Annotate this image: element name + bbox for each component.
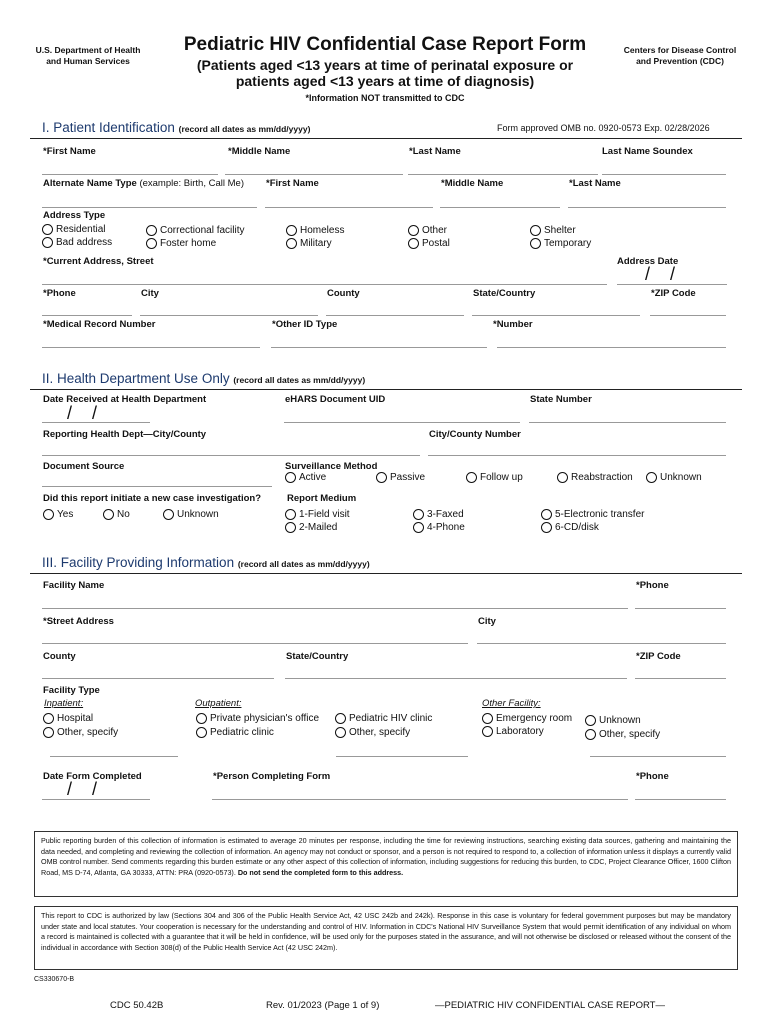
facility-laboratory-option[interactable]: Laboratory	[482, 726, 544, 737]
person-completing-label: *Person Completing Form	[213, 771, 331, 782]
radio-icon	[196, 727, 207, 738]
radio-icon	[413, 522, 424, 533]
facility-state-label: State/Country	[286, 651, 349, 662]
facility-city-label: City	[478, 616, 496, 627]
other-id-type-label: *Other ID Type	[272, 319, 338, 330]
other-facility-label: Other Facility:	[482, 698, 541, 709]
cdc-agency-label: Centers for Disease Control and Prevention (CDC)	[623, 45, 737, 66]
current-address-field[interactable]	[42, 284, 607, 285]
city-label: City	[141, 288, 159, 299]
radio-icon	[482, 726, 493, 737]
mrn-label: *Medical Record Number	[43, 319, 156, 330]
date-received-line	[42, 422, 150, 423]
address-homeless-option[interactable]: Homeless	[286, 225, 344, 236]
facility-phone-label: *Phone	[636, 580, 669, 591]
date-completed-field[interactable]: / /	[67, 779, 98, 799]
facility-private-physician-option[interactable]: Private physician's office	[196, 713, 319, 724]
radio-icon	[541, 509, 552, 520]
facility-city-field[interactable]	[477, 643, 726, 644]
address-date-field[interactable]: / /	[645, 264, 676, 284]
radio-icon	[163, 509, 174, 520]
date-completed-label: Date Form Completed	[43, 771, 142, 782]
section-3-title: III. Facility Providing Information (record all dates as mm/dd/yyyy)	[42, 555, 370, 570]
alt-last-name-label: *Last Name	[569, 178, 621, 189]
other-id-type-field[interactable]	[271, 347, 487, 348]
date-completed-line	[42, 799, 150, 800]
facility-zip-field[interactable]	[635, 678, 726, 679]
alt-name-type-label: Alternate Name Type (example: Birth, Call Me)	[43, 178, 244, 189]
facility-street-field[interactable]	[42, 643, 468, 644]
alt-first-name-label: *First Name	[266, 178, 319, 189]
report-name-footer: —PEDIATRIC HIV CONFIDENTIAL CASE REPORT—	[435, 1000, 665, 1011]
radio-icon	[286, 225, 297, 236]
number-field[interactable]	[497, 347, 726, 348]
facility-type-label: Facility Type	[43, 685, 100, 696]
section-1-title: I. Patient Identification (record all dates as mm/dd/yyyy)	[42, 120, 311, 135]
facility-inpatient-other-option[interactable]: Other, specify	[43, 727, 118, 738]
first-name-label: *First Name	[43, 146, 96, 157]
address-other-option[interactable]: Other	[408, 225, 447, 236]
phone-label: *Phone	[43, 288, 76, 299]
radio-icon	[103, 509, 114, 520]
report-medium-label: Report Medium	[287, 493, 357, 504]
county-label: County	[327, 288, 360, 299]
reporting-dept-field[interactable]	[42, 455, 420, 456]
medium-mailed-option[interactable]: 2-Mailed	[285, 522, 337, 533]
address-date-line	[617, 284, 727, 285]
state-number-field[interactable]	[529, 422, 726, 423]
address-temporary-option[interactable]: Temporary	[530, 238, 591, 249]
radio-icon	[541, 522, 552, 533]
date-received-label: Date Received at Health Department	[43, 394, 207, 405]
radio-icon	[482, 713, 493, 724]
medium-electronic-option[interactable]: 5-Electronic transfer	[541, 509, 644, 520]
revision: Rev. 01/2023 (Page 1 of 9)	[266, 1000, 380, 1011]
address-foster-option[interactable]: Foster home	[146, 238, 216, 249]
facility-pediatric-hiv-clinic-option[interactable]: Pediatric HIV clinic	[335, 713, 432, 724]
burden-statement: Public reporting burden of this collection of information is estimated to average 20 minutes per response, including the time for reviewing instructions, searching existing data sources, gathering and maintaining the data needed, and completing and reviewing the collection of information. An agency may not conduct or sponsor, and a person is not required to respond to, a collection of information unless it displays a currently valid OMB control number. Send comments regarding this burden estimate or any other aspect of this collection of information, including suggestions for reducing this burden, to CDC, Project Clearance Officer, 1600 Clifton Road, MS D-74, Atlanta, GA 30333, ATTN: PRA (0920-0573). Do not send the completed form to this address.	[34, 831, 738, 897]
not-transmitted-note: *Information NOT transmitted to CDC	[305, 93, 465, 103]
first-name-field[interactable]	[42, 174, 218, 175]
new-case-question: Did this report initiate a new case investigation?	[43, 493, 262, 504]
state-country-label: State/Country	[473, 288, 536, 299]
ehars-label: eHARS Document UID	[285, 394, 386, 405]
facility-other-specify-option[interactable]: Other, specify	[585, 729, 660, 740]
outpatient-label: Outpatient:	[195, 698, 242, 709]
zip-label: *ZIP Code	[651, 288, 696, 299]
facility-pediatric-clinic-option[interactable]: Pediatric clinic	[196, 727, 274, 738]
facility-outpatient-other-option[interactable]: Other, specify	[335, 727, 410, 738]
facility-name-field[interactable]	[42, 608, 628, 609]
surveillance-active-option[interactable]: Active	[285, 472, 326, 483]
radio-icon	[466, 472, 477, 483]
date-received-field[interactable]: / /	[67, 403, 98, 423]
middle-name-label: *Middle Name	[228, 146, 291, 157]
form-number: CDC 50.42B	[110, 1000, 164, 1011]
address-postal-option[interactable]: Postal	[408, 238, 450, 249]
hhs-agency-label: U.S. Department of Health and Human Services	[35, 45, 141, 66]
radio-icon	[196, 713, 207, 724]
new-case-unknown-option[interactable]: Unknown	[163, 509, 219, 520]
radio-icon	[285, 509, 296, 520]
facility-hospital-option[interactable]: Hospital	[43, 713, 93, 724]
radio-icon	[646, 472, 657, 483]
facility-street-label: *Street Address	[43, 616, 114, 627]
radio-icon	[43, 727, 54, 738]
radio-icon	[146, 225, 157, 236]
alt-middle-name-field[interactable]	[440, 207, 560, 208]
radio-icon	[413, 509, 424, 520]
radio-icon	[408, 238, 419, 249]
radio-icon	[530, 238, 541, 249]
current-address-label: *Current Address, Street	[43, 256, 154, 267]
state-number-label: State Number	[530, 394, 592, 405]
medium-phone-option[interactable]: 4-Phone	[413, 522, 465, 533]
facility-zip-label: *ZIP Code	[636, 651, 681, 662]
address-bad-option[interactable]: Bad address	[42, 237, 112, 248]
other-facility-specify-field[interactable]	[590, 756, 726, 757]
alt-middle-name-label: *Middle Name	[441, 178, 504, 189]
reporting-dept-label: Reporting Health Dept—City/County	[43, 429, 207, 440]
radio-icon	[585, 715, 596, 726]
surveillance-followup-option[interactable]: Follow up	[466, 472, 523, 483]
section-2-rule	[30, 389, 742, 390]
address-type-label: Address Type	[43, 210, 106, 221]
surveillance-passive-option[interactable]: Passive	[376, 472, 425, 483]
surveillance-unknown-option[interactable]: Unknown	[646, 472, 702, 483]
alt-last-name-field[interactable]	[568, 207, 726, 208]
radio-icon	[557, 472, 568, 483]
section-2-title: II. Health Department Use Only (record all dates as mm/dd/yyyy)	[42, 371, 366, 386]
address-date-label: Address Date	[617, 256, 679, 267]
radio-icon	[285, 472, 296, 483]
phone-field[interactable]	[42, 315, 132, 316]
radio-icon	[408, 225, 419, 236]
section-1-rule	[30, 138, 742, 139]
city-county-number-label: City/County Number	[429, 429, 521, 440]
radio-icon	[42, 237, 53, 248]
number-label: *Number	[493, 319, 533, 330]
radio-icon	[376, 472, 387, 483]
medium-cd-option[interactable]: 6-CD/disk	[541, 522, 599, 533]
alt-first-name-field[interactable]	[265, 207, 433, 208]
authority-statement: This report to CDC is authorized by law (Sections 304 and 306 of the Public Health Service Act, 42 USC 242b and 242k). Response in this case is voluntary for federal government purposes but may be mandatory under state and local statutes. Your cooperation is necessary for the understanding and control of HIV. Information in CDC's National HIV Surveillance System that would permit identification of any individual on whom a record is maintained is collected with a guarantee that it will be held in confidence, will be used only for the purposes stated in the assurance, and will not otherwise be disclosed or released without the consent of the individual in accordance with Section 308(d) of the Public Health Service Act (42 USC 242m).	[34, 906, 738, 970]
document-source-label: Document Source	[43, 461, 125, 472]
facility-name-label: Facility Name	[43, 580, 105, 591]
mrn-field[interactable]	[42, 347, 260, 348]
city-field[interactable]	[140, 315, 318, 316]
completer-phone-field[interactable]	[635, 799, 726, 800]
address-military-option[interactable]: Military	[286, 238, 332, 249]
facility-phone-field[interactable]	[635, 608, 726, 609]
inpatient-label: Inpatient:	[44, 698, 84, 709]
radio-icon	[42, 224, 53, 235]
address-shelter-option[interactable]: Shelter	[530, 225, 576, 236]
omb-approval: Form approved OMB no. 0920-0573 Exp. 02/28/2026	[497, 123, 710, 133]
radio-icon	[585, 729, 596, 740]
outpatient-other-specify-field[interactable]	[336, 756, 468, 757]
radio-icon	[285, 522, 296, 533]
new-case-no-option[interactable]: No	[103, 509, 130, 520]
facility-county-label: County	[43, 651, 76, 662]
soundex-field[interactable]	[602, 174, 726, 175]
state-country-field[interactable]	[472, 315, 640, 316]
radio-icon	[146, 238, 157, 249]
form-subtitle: (Patients aged <13 years at time of perinatal exposure or patients aged <13 years at time of diagnosis)	[196, 57, 574, 89]
facility-state-field[interactable]	[285, 678, 627, 679]
facility-unknown-option[interactable]: Unknown	[585, 715, 641, 726]
city-county-number-field[interactable]	[428, 455, 726, 456]
radio-icon	[335, 727, 346, 738]
facility-emergency-room-option[interactable]: Emergency room	[482, 713, 572, 724]
facility-county-field[interactable]	[42, 678, 274, 679]
surveillance-method-label: Surveillance Method	[285, 461, 378, 472]
person-completing-field[interactable]	[212, 799, 628, 800]
address-correctional-option[interactable]: Correctional facility	[146, 225, 244, 236]
last-name-field[interactable]	[408, 174, 598, 175]
soundex-label: Last Name Soundex	[602, 146, 693, 157]
inpatient-other-specify-field[interactable]	[50, 756, 178, 757]
medium-field-visit-option[interactable]: 1-Field visit	[285, 509, 350, 520]
ehars-field[interactable]	[284, 422, 520, 423]
radio-icon	[286, 238, 297, 249]
form-title: Pediatric HIV Confidential Case Report Form	[183, 34, 587, 55]
completer-phone-label: *Phone	[636, 771, 669, 782]
new-case-yes-option[interactable]: Yes	[43, 509, 73, 520]
address-residential-option[interactable]: Residential	[42, 224, 105, 235]
medium-faxed-option[interactable]: 3-Faxed	[413, 509, 464, 520]
radio-icon	[530, 225, 541, 236]
radio-icon	[43, 713, 54, 724]
radio-icon	[43, 509, 54, 520]
form-code: CS330670-B	[34, 976, 75, 983]
middle-name-field[interactable]	[225, 174, 403, 175]
surveillance-reabstraction-option[interactable]: Reabstraction	[557, 472, 633, 483]
alt-name-type-field[interactable]	[42, 207, 257, 208]
last-name-label: *Last Name	[409, 146, 461, 157]
county-field[interactable]	[326, 315, 464, 316]
document-source-field[interactable]	[42, 486, 272, 487]
section-3-rule	[30, 573, 742, 574]
radio-icon	[335, 713, 346, 724]
zip-field[interactable]	[650, 315, 726, 316]
